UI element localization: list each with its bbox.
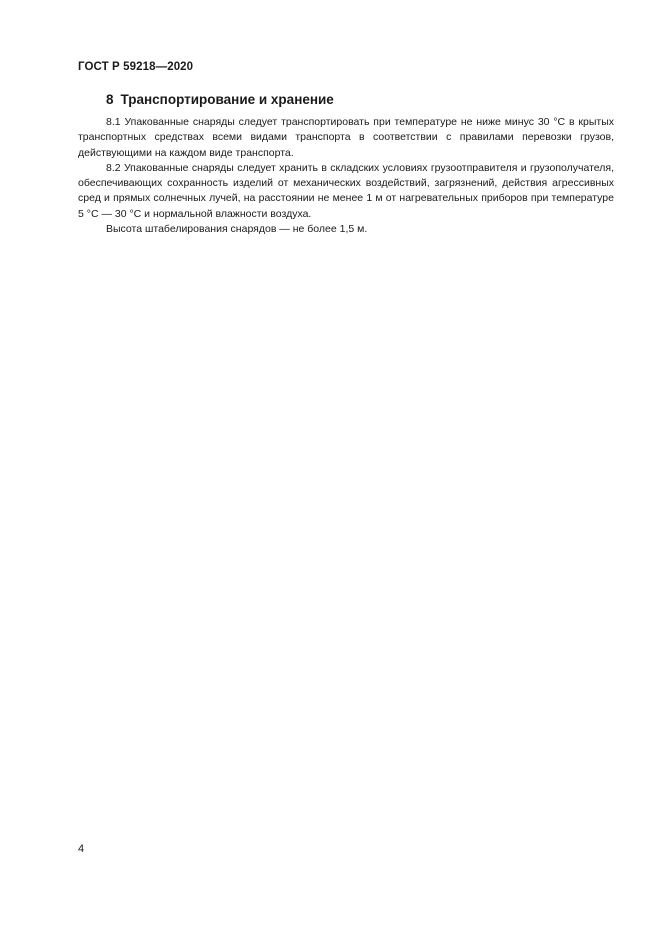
paragraph-8-1: 8.1 Упакованные снаряды следует транспортировать при температуре не ниже минус 30 °С в крытых транспортных средствах всеми видами транспорта в соответствии с правилами перевозки грузов, действующими на каждом виде транспорта.: [78, 116, 614, 159]
page-number: 4: [78, 843, 85, 855]
section-heading: [106, 92, 334, 107]
document-code-header: ГОСТ Р 59218—2020: [78, 61, 194, 73]
paragraph-8-2: 8.2 Упакованные снаряды следует хранить в складских условиях грузоотправителя и грузополучателя, обеспечивающих сохранность изделий от механических воздействий, загрязнений, действия агрессивных сред и прямых солнечных лучей, на расстоянии не менее 1 м от нагревательных приборов при температуре 5 °С — 30 °С и нормальной влажности воздуха.: [78, 161, 614, 220]
section-body: [78, 115, 614, 237]
paragraph-stacking-height: Высота штабелирования снарядов — не более 1,5 м.: [106, 223, 368, 236]
section-title-text: Транспортирование и хранение: [120, 92, 334, 107]
section-number: 8: [106, 92, 114, 107]
